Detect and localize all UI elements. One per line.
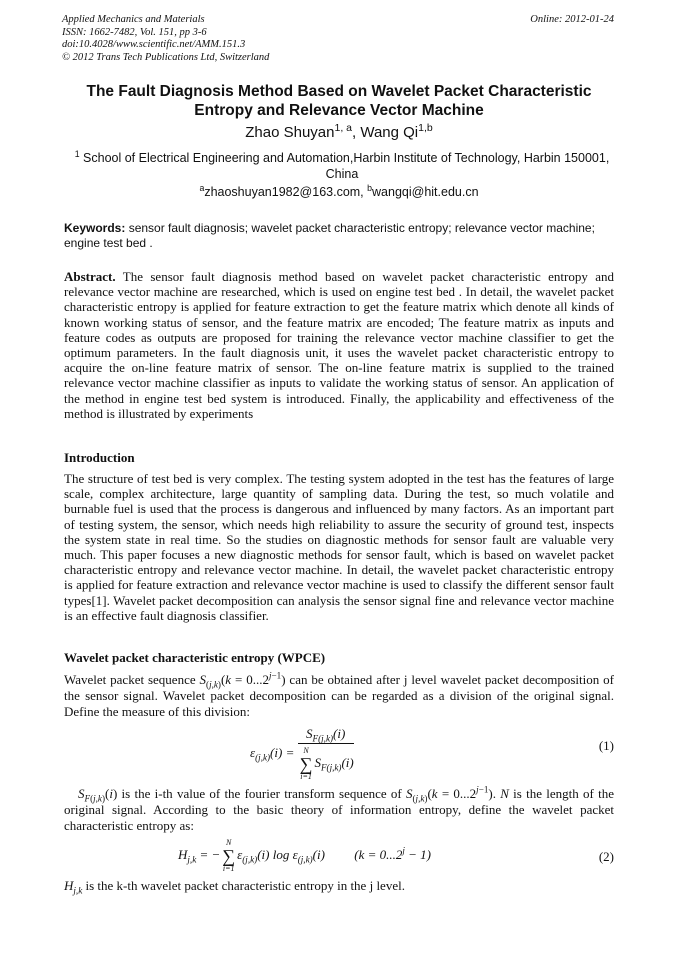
fourier-value-formula: $S_{F(j,k)}(i)$ [78, 786, 118, 804]
keywords-text: sensor fault diagnosis; wavelet packet characteristic entropy; relevance vector machine; engine test bed . [64, 221, 595, 250]
author-separator: , [352, 124, 361, 141]
author-emails [0, 182, 678, 199]
wpce-paragraph-3 [64, 878, 614, 896]
wpce-p1-start: Wavelet packet sequence [64, 672, 200, 687]
wpce-paragraph-2 [64, 786, 614, 834]
wpce-heading: Wavelet packet characteristic entropy (WPCE) [64, 650, 326, 665]
equation-1: $\varepsilon_{(j,k)}(i)$ = $S_{F(j,k)}(i)$ N ∑ i=1 $S_{F(j,k)}(i)$ [250, 726, 354, 781]
journal-doi: doi:10.4028/www.scientific.net/AMM.151.3 [62, 39, 246, 50]
author-2: Wang Qi [360, 124, 419, 141]
email-b: wangqi@hit.edu.cn [372, 185, 479, 199]
equation-2: $H_{j,k}$ = − N ∑ i=1 $\varepsilon_{(j,k)}(i)$ $\log \varepsilon_{(j,k)}(i) (k = 0...2^j - 1)$ [178, 838, 432, 873]
sequence-formula: $S_{(j,k)}(k = 0...2^{j-1})$ [199, 670, 286, 690]
paper-title [40, 82, 638, 120]
author-1: Zhao Shuyan [245, 124, 335, 141]
wpce-p2-mid: is the i-th value of the fourier transform sequence of [117, 786, 407, 801]
email-a: zhaoshuyan1982@163.com, [204, 185, 368, 199]
affiliation [64, 150, 620, 182]
author-2-affiliation-mark: 1,b [418, 122, 433, 134]
keywords [64, 221, 616, 251]
abstract-label: Abstract. [64, 269, 116, 284]
email-b-mark: b [367, 182, 373, 193]
equation-1-number: (1) [598, 738, 614, 753]
abstract-text: The sensor fault diagnosis method based on wavelet packet characteristic entropy and relevance vector machine are researched, which is used on engine test bed . In detail, the wavelet packet characteristic entropy is applied for feature extraction to get the feature matrix which denote all kinds of known working status of sensor, and the feature matrix are encoded; The feature matrix as inputs and feature codes as outputs are proposed for training the relevance vector machine classifier to get the optimum parameters. In the fault diagnosis unit, it uses the wavelet packet characteristic entropy to acquire the on-line feature matrix of sensor. The on-line feature matrix is supplied to the trained relevance vector machine classifier as inputs to validate the working status of sensor. An application of the method in engine test bed system is introduced. Finally, the applicability and effectiveness of the method is illustrated by experiments [64, 269, 614, 421]
abstract [64, 269, 614, 421]
online-date: Online: 2012-01-24 [530, 14, 614, 25]
title-line-2: Entropy and Relevance Vector Machine [194, 102, 484, 119]
keywords-label: Keywords: [64, 221, 126, 235]
sequence-formula-2: $S_{(j,k)}(k = 0...2^{j-1})$ [406, 784, 493, 804]
equation-1-fraction: $S_{F(j,k)}(i)$ N ∑ i=1 $S_{F(j,k)}(i)$ [299, 726, 354, 781]
author-1-affiliation-mark: 1, a [334, 122, 352, 134]
equation-2-number: (2) [598, 849, 614, 864]
affiliation-number: 1 [74, 148, 80, 159]
wpce-p1-end: can be obtained after j level wavelet packet decomposition of the sensor signal. Wavelet packet decomposition can be regarded as a division of the original signal. Define the measure of this division: [64, 672, 614, 719]
wpce-p3-text: is the k-th wavelet packet characteristic entropy in the j level. [82, 878, 405, 893]
title-line-1: The Fault Diagnosis Method Based on Wavelet Packet Characteristic [86, 83, 592, 100]
journal-issn: ISSN: 1662-7482, Vol. 151, pp 3-6 [62, 26, 207, 38]
journal-header [62, 14, 269, 64]
author-line [0, 124, 678, 141]
email-a-mark: a [199, 182, 205, 193]
signal-length-symbol: N [500, 786, 509, 801]
journal-copyright: © 2012 Trans Tech Publications Ltd, Switzerland [62, 51, 270, 63]
journal-name: Applied Mechanics and Materials [62, 14, 205, 25]
wpce-p2-end: is the length of the original signal. According to the basic theory of information entropy, define the wavelet packet characteristic entropy as: [64, 786, 614, 833]
introduction-text: The structure of test bed is very complex. The testing system adopted in the test has the features of large scale, complex architecture, large quantity of sampling data. During the test, so much volatile and burnable fuel is used that the process is dangerous and influenced by many factors. As an important part of testing system, the sensor, which needs high reliability to assure the security of ground test, inspects the system state in real time. So the studies on diagnostic methods for sensor fault are valuable very much. This paper focuses a new diagnostic methods for sensor fault, which is based on wavelet packet characteristic entropy and relevance vector machine. In detail, the wavelet packet characteristic entropy is applied for feature extraction and relevance vector machine is used to classify the different sensor fault types[1]. Wavelet packet decomposition can analysis the sensor signal fine and relevance vector machine is an effective fault diagnosis classifier. [64, 471, 614, 623]
wpce-paragraph-1 [64, 672, 614, 720]
introduction-heading: Introduction [64, 450, 135, 465]
wpce-p2-sep: . [492, 786, 501, 801]
entropy-symbol: $H_{j,k}$ [64, 878, 83, 896]
affiliation-text: School of Electrical Engineering and Automation,Harbin Institute of Technology, Harbin 150001, China [79, 151, 610, 181]
